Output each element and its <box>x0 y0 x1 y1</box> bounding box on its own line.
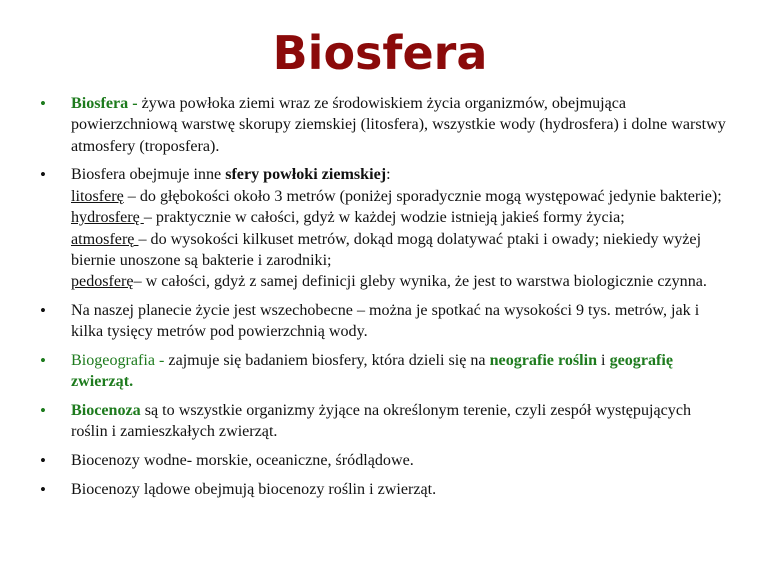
bullet-list <box>40 93 730 507</box>
text-water-biocenoses: Biocenozy wodne- morskie, oceaniczne, śródlądowe. <box>71 452 414 470</box>
bullet-icon: • <box>40 451 46 471</box>
bullet-icon: • <box>40 479 46 499</box>
bullet-land-biocenoses <box>40 479 730 500</box>
bullet-icon: • <box>40 94 46 113</box>
bullet-biogeografia <box>40 350 730 393</box>
text-and: i <box>597 352 610 370</box>
text-land-biocenoses: Biocenozy lądowe obejmują biocenozy roślin i zwierząt. <box>71 480 437 498</box>
text-biocenoza: są to wszystkie organizmy żyjące na określonym terenie, czyli zespół występujących roślin i zamieszkałych zwierząt. <box>71 402 692 441</box>
text-hydrosfera: – praktycznie w całości, gdyż w każdej wodzie istnieją jakieś formy życia; <box>143 209 625 227</box>
term-pedosfera: pedosferę <box>71 273 134 291</box>
term-biocenoza: Biocenoza <box>71 402 141 420</box>
text-ubiquitous-life: Na naszej planecie życie jest wszechobecne – można je spotkać na wysokości 9 tys. metrów, jak i kilka tysięcy metrów pod powierzchnią wody. <box>71 302 700 341</box>
definition-biosfera: żywa powłoka ziemi wraz ze środowiskiem życia organizmów, obejmująca powierzchniową warstwę skorupy ziemskiej (litosfera), wszystkie wody (hydrosfera) i dolne warstwy atmosfery (troposfera). <box>71 95 726 155</box>
spheres-intro-bold: sfery powłoki ziemskiej <box>225 166 387 184</box>
hydrosfera-line <box>71 207 730 228</box>
bullet-biosfera <box>40 93 730 157</box>
bullet-icon: • <box>40 165 46 185</box>
term-geografia-zwierzat: geografię zwierząt. <box>71 352 674 391</box>
atmosfera-line <box>71 229 730 272</box>
bullet-icon: • <box>40 301 46 321</box>
slide-title: Biosfera <box>272 26 488 80</box>
bullet-biocenoza <box>40 400 730 443</box>
term-biosfera: Biosfera - <box>71 95 142 112</box>
spheres-intro-line <box>71 164 730 185</box>
bullet-icon: • <box>40 401 46 421</box>
term-hydrosfera: hydrosferę <box>71 209 144 227</box>
bullet-icon: • <box>40 351 46 371</box>
text-biogeografia: zajmuje się badaniem biosfery, która dzieli się na <box>168 352 490 370</box>
term-biogeografia: Biogeografia - <box>71 352 169 370</box>
text-litosfera: – do głębokości około 3 metrów (poniżej sporadycznie mogą występować jedynie bakterie); <box>123 187 722 205</box>
spheres-intro: Biosfera obejmuje inne <box>71 166 226 184</box>
text-atmosfera: – do wysokości kilkuset metrów, dokąd mogą dolatywać ptaki i owady; niekiedy wyżej biernie unoszone są bakterie i zarodniki; <box>71 230 702 270</box>
pedosfera-line <box>71 271 730 292</box>
bullet-ubiquitous-life <box>40 300 730 343</box>
term-litosfera: litosferę <box>71 187 124 205</box>
term-neografie-roslin: neografie roślin <box>489 352 598 370</box>
spheres-intro-end: : <box>386 166 391 184</box>
litosfera-line <box>71 186 730 207</box>
term-atmosfera: atmosferę <box>71 230 139 248</box>
text-pedosfera: – w całości, gdyż z samej definicji gleby wynika, że jest to warstwa biologicznie czynna. <box>133 273 707 291</box>
bullet-spheres <box>40 164 730 292</box>
bullet-water-biocenoses <box>40 450 730 471</box>
